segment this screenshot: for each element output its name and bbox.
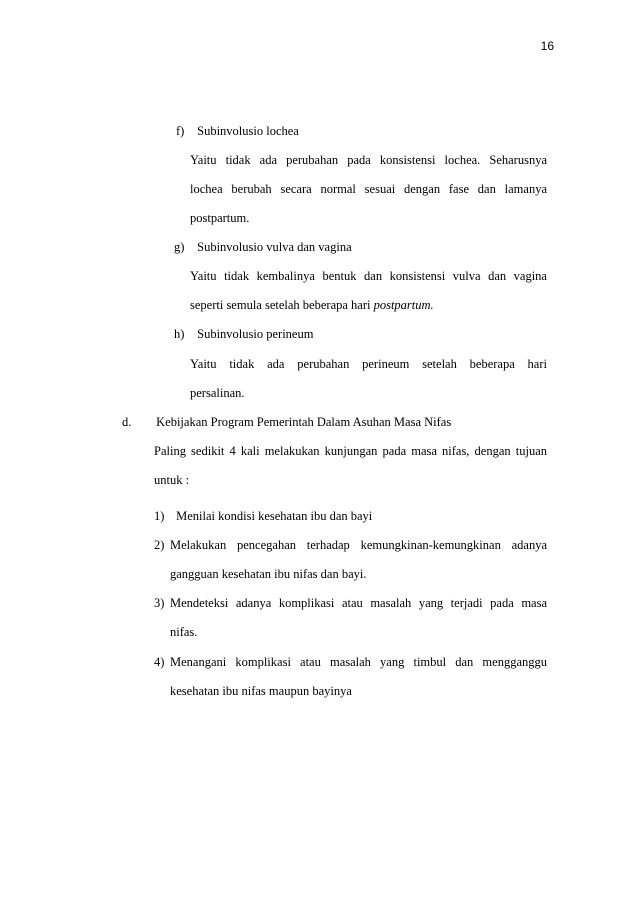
item-h-label: h) bbox=[174, 327, 185, 341]
section-d-intro-line: Paling sedikit 4 kali melakukan kunjungan pada masa nifas, dengan tujuan bbox=[154, 444, 547, 458]
item-f-text-line: postpartum. bbox=[190, 211, 250, 225]
list-item-4-text-line: Menangani komplikasi atau masalah yang timbul dan mengganggu bbox=[170, 655, 547, 669]
item-h-heading bbox=[174, 326, 313, 342]
list-item-2-num: 2) bbox=[154, 538, 165, 552]
list-item-2-text-line: gangguan kesehatan ibu nifas dan bayi. bbox=[170, 567, 367, 581]
section-d-label: d. bbox=[122, 415, 132, 429]
item-g-text-plain: seperti semula setelah beberapa hari bbox=[190, 298, 374, 312]
section-d-heading bbox=[122, 414, 451, 430]
page-number: 16 bbox=[540, 39, 554, 53]
list-item-2-text-line: Melakukan pencegahan terhadap kemungkinan-kemungkinan adanya bbox=[170, 538, 547, 552]
item-g-title: Subinvolusio vulva dan vagina bbox=[197, 240, 352, 254]
item-f-label: f) bbox=[176, 124, 185, 138]
list-item-1 bbox=[154, 508, 372, 524]
item-f-text-line: Yaitu tidak ada perubahan pada konsistensi lochea. Seharusnya bbox=[190, 153, 547, 167]
item-f-title: Subinvolusio lochea bbox=[197, 124, 299, 138]
list-item-3-text-line: Mendeteksi adanya komplikasi atau masalah yang terjadi pada masa bbox=[170, 596, 547, 610]
list-item-1-text: Menilai kondisi kesehatan ibu dan bayi bbox=[176, 509, 373, 523]
item-g-heading bbox=[174, 239, 352, 255]
item-f-heading bbox=[176, 123, 299, 139]
list-item-4-num: 4) bbox=[154, 655, 165, 669]
section-d-title: Kebijakan Program Pemerintah Dalam Asuhan Masa Nifas bbox=[156, 415, 452, 429]
item-h-text-line: Yaitu tidak ada perubahan perineum setelah beberapa hari bbox=[190, 357, 547, 371]
list-item-4-text-line: kesehatan ibu nifas maupun bayinya bbox=[170, 684, 352, 698]
item-g-text-italic: postpartum. bbox=[373, 298, 434, 312]
item-g-label: g) bbox=[174, 240, 185, 254]
item-g-text-line bbox=[190, 297, 434, 313]
section-d-intro-line: untuk : bbox=[154, 473, 190, 487]
list-item-1-num: 1) bbox=[154, 509, 165, 523]
list-item-3-num: 3) bbox=[154, 596, 165, 610]
item-h-text-line: persalinan. bbox=[190, 386, 245, 400]
item-g-text-line: Yaitu tidak kembalinya bentuk dan konsistensi vulva dan vagina bbox=[190, 269, 547, 283]
item-f-text-line: lochea berubah secara normal sesuai dengan fase dan lamanya bbox=[190, 182, 547, 196]
item-h-title: Subinvolusio perineum bbox=[197, 327, 314, 341]
list-item-3-text-line: nifas. bbox=[170, 625, 198, 639]
